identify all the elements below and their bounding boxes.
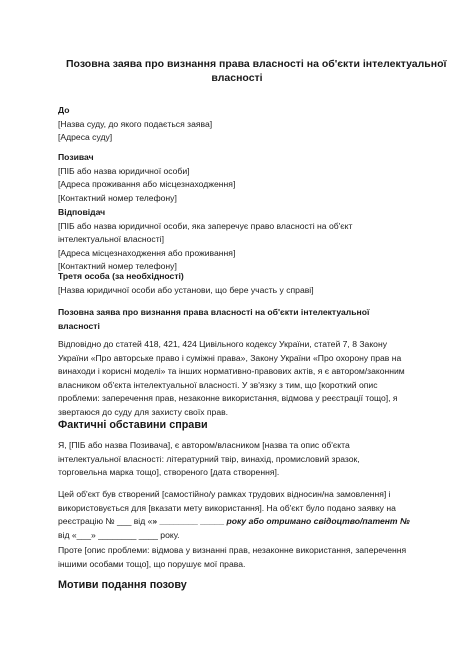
plaintiff-name-field: [ПІБ або назва юридичної особи] xyxy=(58,165,190,176)
plaintiff-block xyxy=(58,151,418,205)
claim-title: Позовна заява про визнання права власності на об'єкти інтелектуальної власності xyxy=(58,307,370,331)
defendant-address-field: [Адреса місцезнаходження або проживання] xyxy=(58,247,236,258)
defendant-name-field-cont: інтелектуальної власності] xyxy=(58,234,164,244)
court-recipient-block xyxy=(58,104,418,145)
court-name-field: [Назва суду, до якого подається заява] xyxy=(58,118,213,129)
intro-paragraph: Відповідно до статей 418, 421, 424 Цивільного кодексу України, статей 7, 8 Закону України «Про авторське право і суміжні права», Закону України «Про охорону прав на винаходи і корисні моделі» та інших нормативно-правових актів, я є автором/законним власником об'єкта інтелектуальної власності. У зв'язку з тим, що [короткий опис проблеми: заперечення прав, незаконне використання, відмова у реєстрації тощо], я звертаюся до суду для захисту своїх прав. xyxy=(58,339,405,417)
facts-paragraph-1: Я, [ПІБ або назва Позивача], є автором/власником [назва та опис об'єкта інтелектуальної власності: літературний твір, винахід, промисловий зразок, торговельна марка тощо], створеного [дата створення]. xyxy=(58,440,360,477)
facts-paragraph-3: Проте [опис проблеми: відмова у визнанні прав, незаконне використання, заперечення іншими особами тощо], що порушує мої права. xyxy=(58,545,407,569)
defendant-name-field: [ПІБ або назва юридичної особи, яка заперечує право власності на об'єкт xyxy=(58,220,353,231)
defendant-phone-field: [Контактний номер телефону] xyxy=(58,261,177,271)
plaintiff-phone-field: [Контактний номер телефону] xyxy=(58,192,177,203)
document-title: Позовна заява про визнання права власності на об'єкти інтелектуальної власності xyxy=(66,58,447,84)
third-party-block xyxy=(58,270,418,297)
defendant-block xyxy=(58,206,418,274)
plaintiff-address-field: [Адреса проживання або місцезнаходження] xyxy=(58,179,236,189)
third-party-heading: Третя особа (за необхідності) xyxy=(58,271,184,281)
motives-heading: Мотиви подання позову xyxy=(58,579,187,591)
facts-heading: Фактичні обставини справи xyxy=(58,419,208,431)
court-address-field: [Адреса суду] xyxy=(58,132,113,142)
facts-paragraph-2: Цей об'єкт був створений [самостійно/у рамках трудових відносин/на замовлення] і використовується для [вказати мету використання]. На об'єкт було подано заявку на реєстрацію № ___ від «» ________ _____ року або отримано свідоцтво/патент № від «___» ________ ____ року. xyxy=(58,489,410,540)
court-recipient-heading: До xyxy=(58,105,70,115)
defendant-heading: Відповідач xyxy=(58,207,106,217)
plaintiff-heading: Позивач xyxy=(58,152,94,162)
third-party-name-field: [Назва юридичної особи або установи, що бере участь у справі] xyxy=(58,284,314,295)
